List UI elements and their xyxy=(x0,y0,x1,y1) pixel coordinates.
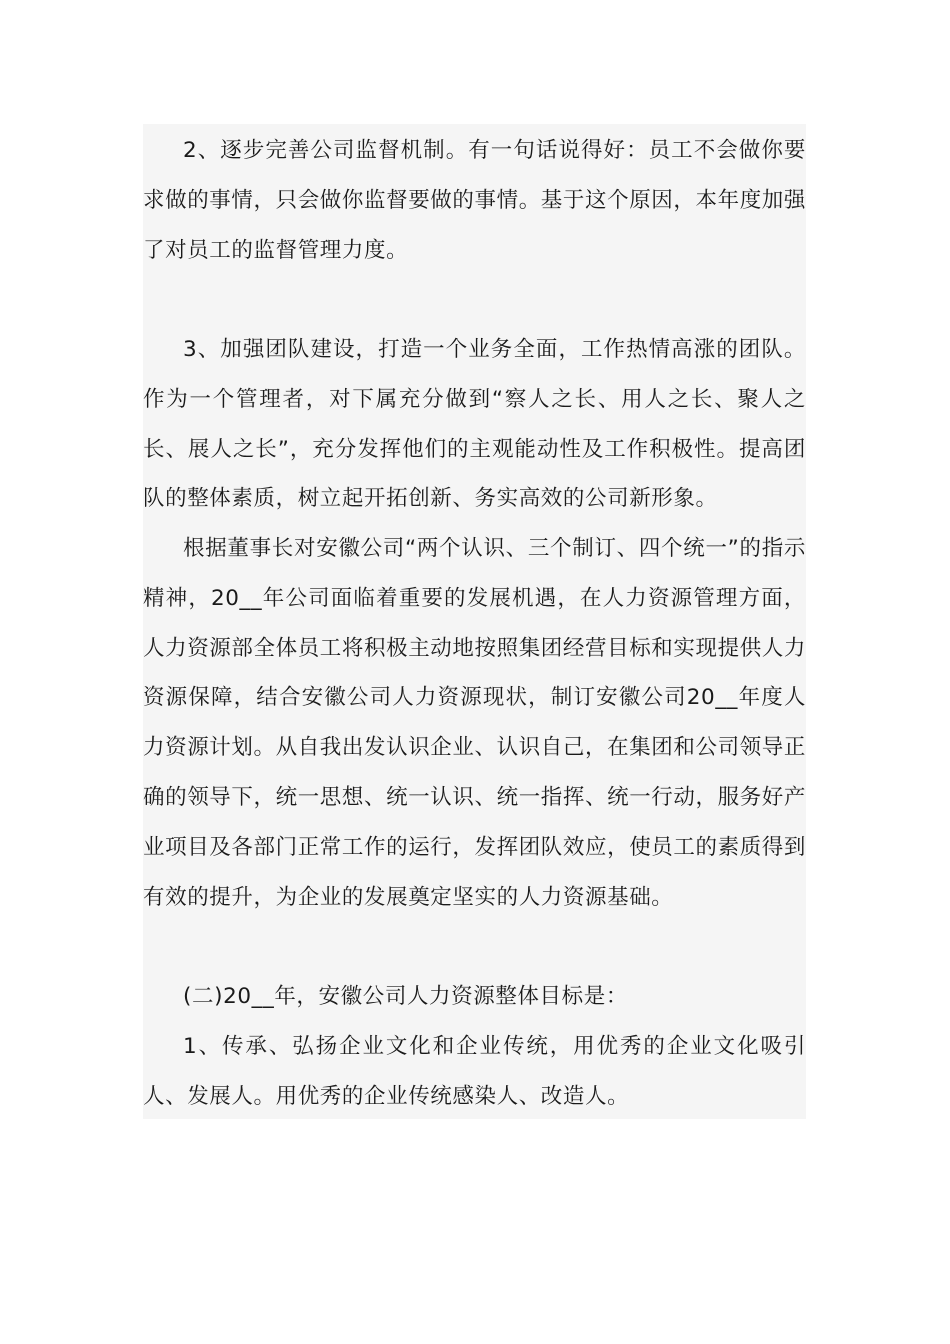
paragraph-supervision-mechanism: 2、逐步完善公司监督机制。有一句话说得好：员工不会做你要求做的事情，只会做你监督要做的事情。基于这个原因，本年度加强了对员工的监督管理力度。 xyxy=(143,138,807,263)
paragraph-corporate-culture: 1、传承、弘扬企业文化和企业传统，用优秀的企业文化吸引人、发展人。用优秀的企业传统感染人、改造人。 xyxy=(143,1034,806,1109)
section-heading-hr-goals: (二)20__年，安徽公司人力资源整体目标是： xyxy=(183,984,628,1009)
paragraph-team-building: 3、加强团队建设，打造一个业务全面，工作热情高涨的团队。作为一个管理者，对下属充分做到“察人之长、用人之长、聚人之长、展人之长”，充分发挥他们的主观能动性及工作积极性。提高团队的整体素质，树立起开拓创新、务实高效的公司新形象。 xyxy=(143,337,806,512)
paragraph-hr-plan: 根据董事长对安徽公司“两个认识、三个制订、四个统一”的指示精神，20__年公司面临着重要的发展机遇，在人力资源管理方面，人力资源部全体员工将积极主动地按照集团经营目标和实现提供人力资源保障，结合安徽公司人力资源现状，制订安徽公司20__年度人力资源计划。从自我出发认识企业、认识自己，在集团和公司领导正确的领导下，统一思想、统一认识、统一指挥、统一行动，服务好产业项目及各部门正常工作的运行，发挥团队效应，使员工的素质得到有效的提升，为企业的发展奠定坚实的人力资源基础。 xyxy=(143,536,807,910)
